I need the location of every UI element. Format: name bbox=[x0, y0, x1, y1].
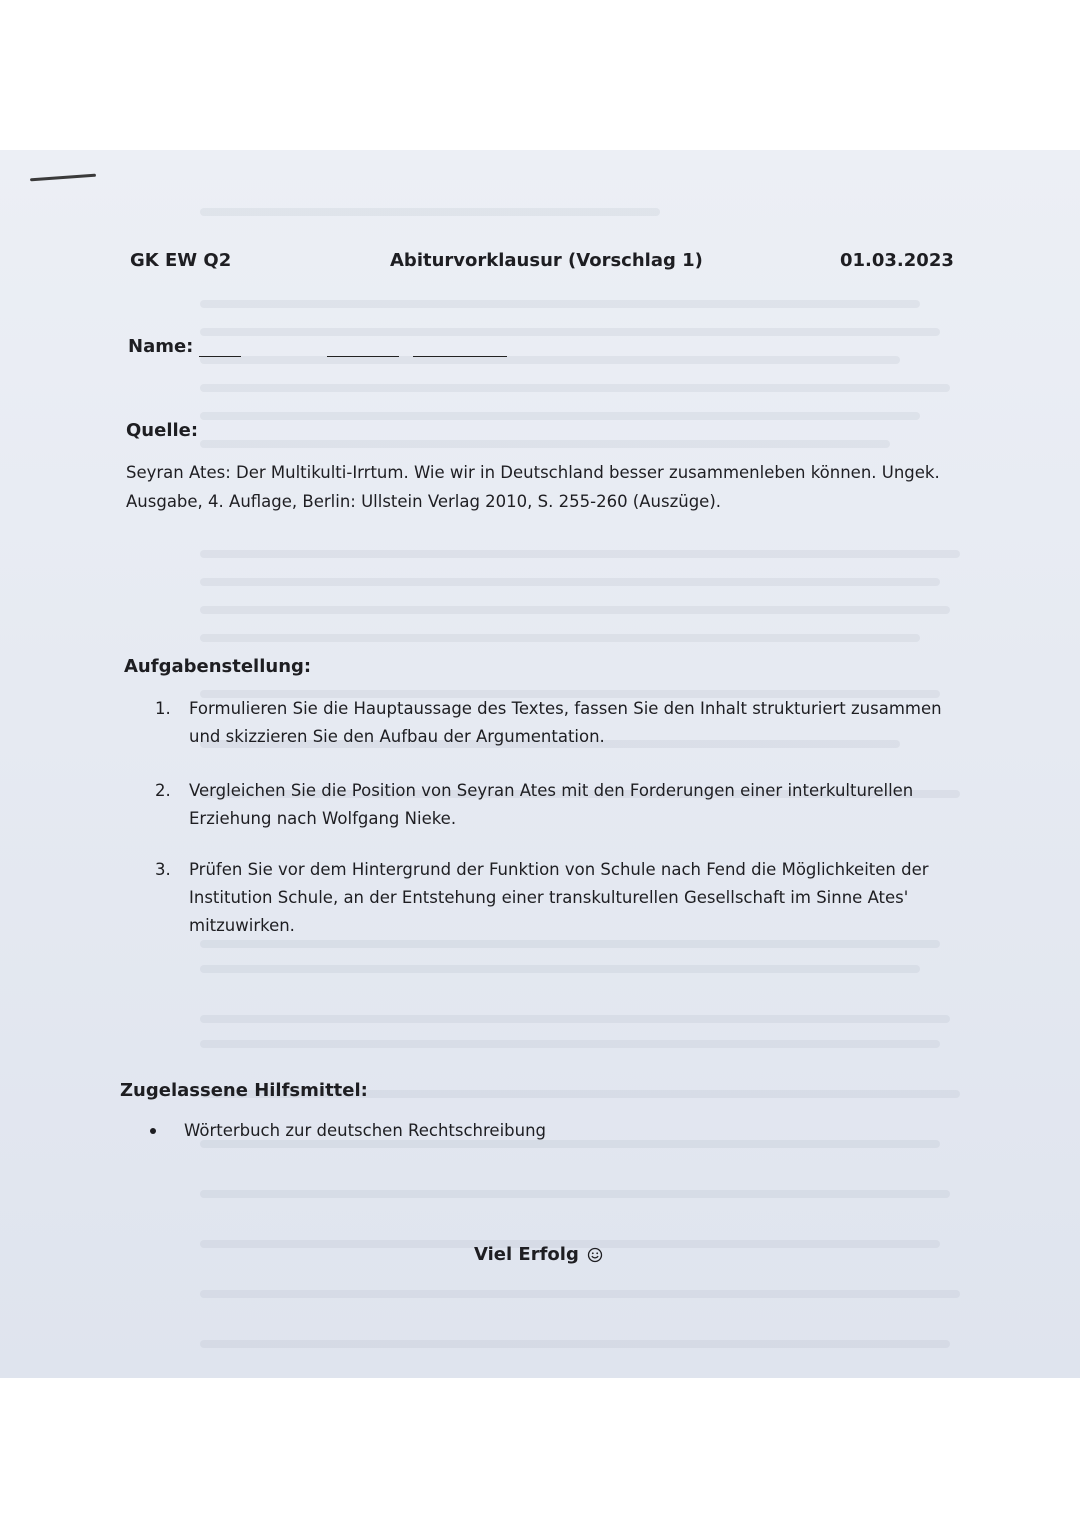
closing-message bbox=[474, 1244, 603, 1265]
task-item bbox=[155, 777, 945, 833]
task-line: Institution Schule, an der Entstehung einer transkulturellen Gesellschaft im Sinne Ates' bbox=[189, 888, 909, 907]
source-line-2: Ausgabe, 4. Auflage, Berlin: Ullstein Verlag 2010, S. 255-260 (Auszüge). bbox=[126, 492, 722, 511]
task-text bbox=[189, 856, 929, 940]
task-line: Prüfen Sie vor dem Hintergrund der Funktion von Schule nach Fend die Möglichkeiten der bbox=[189, 860, 929, 879]
source-citation bbox=[126, 458, 956, 516]
source-line-1: Seyran Ates: Der Multikulti-Irrtum. Wie wir in Deutschland besser zusammenleben können. Ungek. bbox=[126, 463, 940, 482]
task-line: Formulieren Sie die Hauptaussage des Textes, fassen Sie den Inhalt strukturiert zusammen bbox=[189, 699, 942, 718]
task-line: Vergleichen Sie die Position von Seyran Ates mit den Forderungen einer interkulturellen bbox=[189, 781, 914, 800]
tool-item bbox=[150, 1121, 546, 1140]
tools-heading: Zugelassene Hilfsmittel: bbox=[120, 1080, 368, 1101]
course-label: GK EW Q2 bbox=[130, 250, 232, 271]
smiley-icon bbox=[587, 1247, 603, 1263]
task-text bbox=[189, 695, 942, 751]
bullet-icon bbox=[150, 1128, 156, 1134]
name-blank-3[interactable] bbox=[413, 338, 507, 357]
task-number: 3. bbox=[155, 860, 171, 879]
exam-title: Abiturvorklausur (Vorschlag 1) bbox=[390, 250, 703, 271]
task-number: 1. bbox=[155, 699, 171, 718]
task-item bbox=[155, 695, 945, 751]
tool-label: Wörterbuch zur deutschen Rechtschreibung bbox=[184, 1121, 547, 1140]
name-blank-2[interactable] bbox=[327, 338, 399, 357]
tasks-heading: Aufgabenstellung: bbox=[124, 656, 312, 677]
task-line: Erziehung nach Wolfgang Nieke. bbox=[189, 809, 457, 828]
task-line: und skizzieren Sie den Aufbau der Argumentation. bbox=[189, 727, 605, 746]
task-text bbox=[189, 777, 913, 833]
task-number: 2. bbox=[155, 781, 171, 800]
name-label: Name: bbox=[128, 336, 194, 357]
task-line: mitzuwirken. bbox=[189, 916, 295, 935]
name-blank-1[interactable] bbox=[199, 338, 241, 357]
exam-date: 01.03.2023 bbox=[840, 250, 954, 271]
exam-sheet bbox=[0, 150, 1080, 1378]
task-item bbox=[155, 856, 945, 940]
name-row bbox=[128, 336, 507, 357]
closing-text: Viel Erfolg bbox=[474, 1244, 579, 1265]
source-heading: Quelle: bbox=[126, 420, 199, 441]
